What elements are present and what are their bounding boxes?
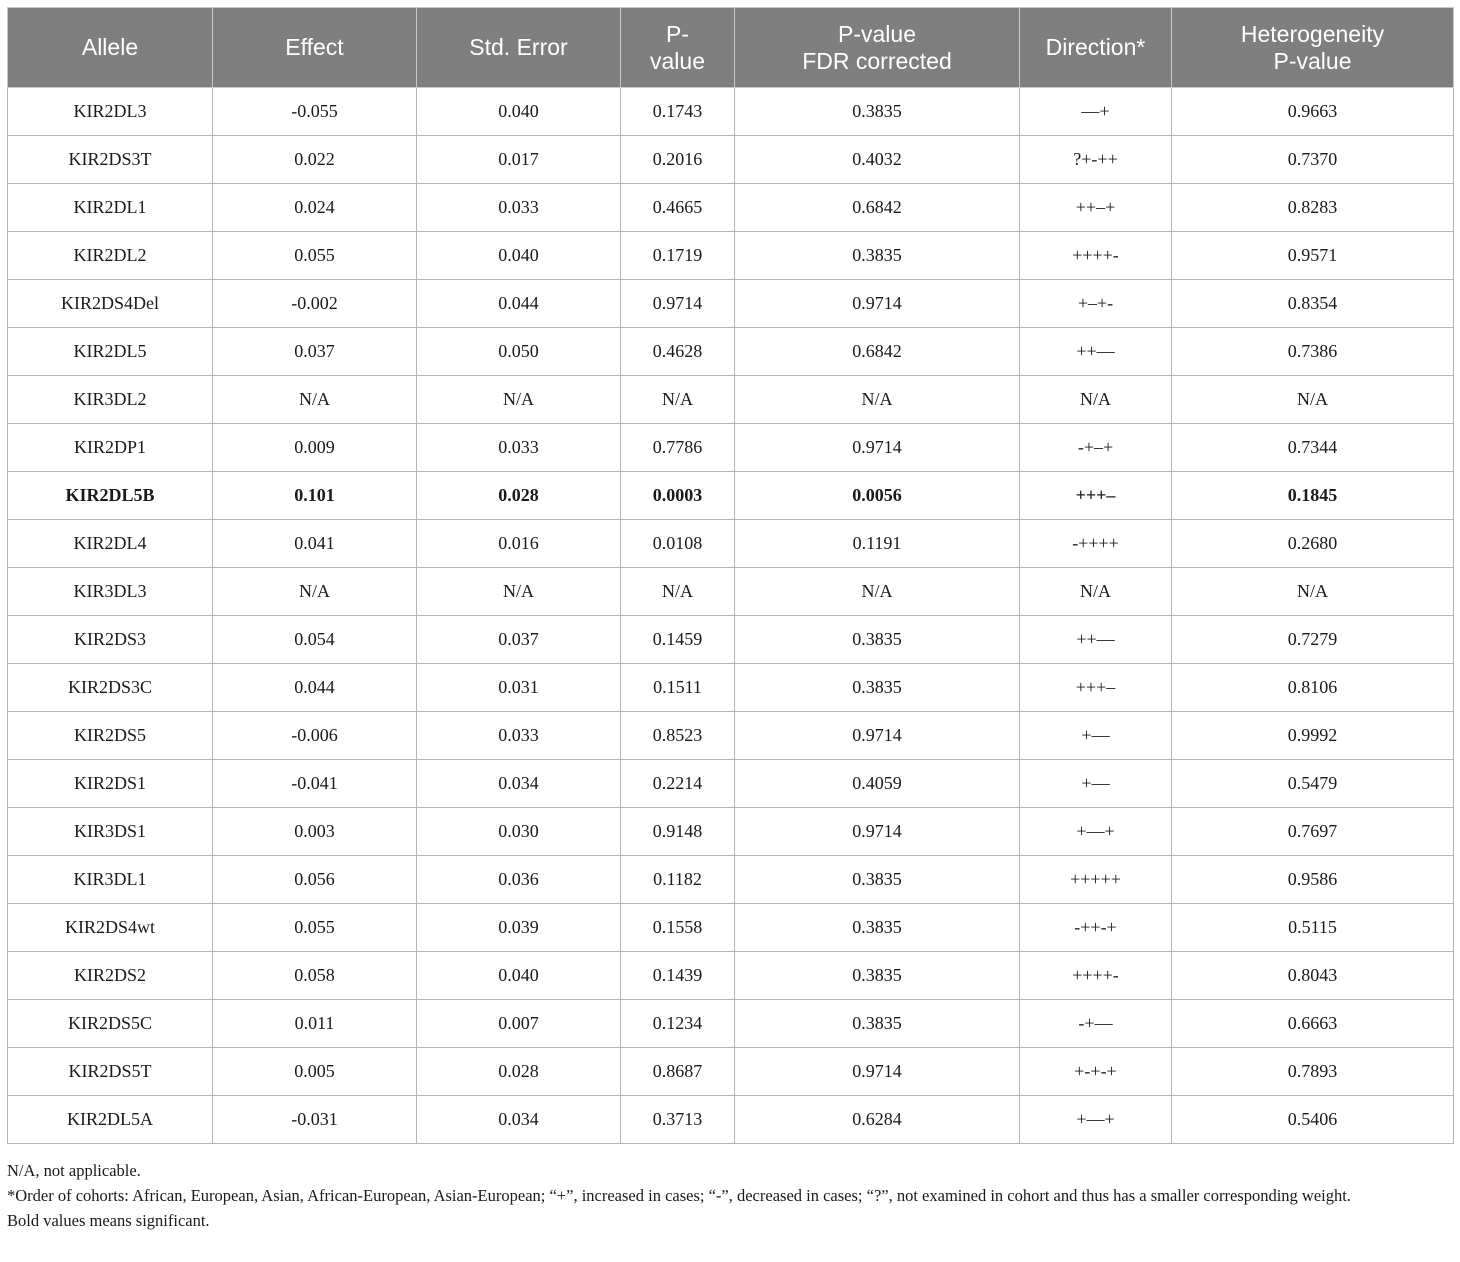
fdr-cell: 0.3835: [735, 1000, 1020, 1048]
heterogeneity-cell: 0.7697: [1172, 808, 1454, 856]
allele-cell: KIR3DL1: [8, 856, 213, 904]
std-error-cell: 0.040: [417, 88, 621, 136]
p-value-cell: 0.8523: [621, 712, 735, 760]
std-error-cell: 0.028: [417, 472, 621, 520]
direction-cell: +—: [1020, 760, 1172, 808]
std-error-cell: 0.033: [417, 712, 621, 760]
fdr-cell: 0.4059: [735, 760, 1020, 808]
allele-cell: KIR2DS5T: [8, 1048, 213, 1096]
allele-cell: KIR2DL5: [8, 328, 213, 376]
table-row: [8, 952, 1454, 1000]
fdr-cell: 0.0056: [735, 472, 1020, 520]
heterogeneity-cell: 0.8283: [1172, 184, 1454, 232]
effect-cell: 0.041: [213, 520, 417, 568]
p-value-cell: 0.9714: [621, 280, 735, 328]
header-allele: Allele: [8, 8, 213, 88]
heterogeneity-cell: 0.7344: [1172, 424, 1454, 472]
allele-cell: KIR2DL4: [8, 520, 213, 568]
fdr-cell: 0.6842: [735, 328, 1020, 376]
heterogeneity-cell: 0.5406: [1172, 1096, 1454, 1144]
heterogeneity-cell: 0.6663: [1172, 1000, 1454, 1048]
table-row: [8, 232, 1454, 280]
footnote-order: *Order of cohorts: African, European, Asian, African-European, Asian-European; “+”, increased in cases; “-”, decreased in cases; “?”, not examined in cohort and thus has a smaller corresponding weight.: [7, 1186, 1351, 1205]
fdr-cell: N/A: [735, 568, 1020, 616]
fdr-cell: 0.3835: [735, 616, 1020, 664]
std-error-cell: 0.034: [417, 760, 621, 808]
heterogeneity-cell: 0.7279: [1172, 616, 1454, 664]
heterogeneity-cell: N/A: [1172, 376, 1454, 424]
p-value-cell: 0.1459: [621, 616, 735, 664]
effect-cell: 0.011: [213, 1000, 417, 1048]
heterogeneity-cell: 0.2680: [1172, 520, 1454, 568]
effect-cell: 0.056: [213, 856, 417, 904]
allele-cell: KIR3DS1: [8, 808, 213, 856]
effect-cell: 0.044: [213, 664, 417, 712]
table-row: [8, 568, 1454, 616]
table-row: [8, 904, 1454, 952]
heterogeneity-cell: 0.8043: [1172, 952, 1454, 1000]
std-error-cell: 0.040: [417, 952, 621, 1000]
std-error-cell: N/A: [417, 568, 621, 616]
table-row: [8, 664, 1454, 712]
footnote-bold: Bold values means significant.: [7, 1211, 210, 1230]
std-error-cell: 0.044: [417, 280, 621, 328]
std-error-cell: 0.034: [417, 1096, 621, 1144]
std-error-cell: 0.017: [417, 136, 621, 184]
p-value-cell: 0.1743: [621, 88, 735, 136]
table-row: [8, 328, 1454, 376]
fdr-cell: 0.9714: [735, 1048, 1020, 1096]
heterogeneity-cell: 0.9586: [1172, 856, 1454, 904]
p-value-cell: 0.9148: [621, 808, 735, 856]
p-value-cell: 0.4628: [621, 328, 735, 376]
effect-cell: -0.002: [213, 280, 417, 328]
fdr-cell: 0.3835: [735, 856, 1020, 904]
p-value-cell: 0.3713: [621, 1096, 735, 1144]
table-row: [8, 136, 1454, 184]
direction-cell: ++—: [1020, 328, 1172, 376]
fdr-cell: 0.9714: [735, 424, 1020, 472]
std-error-cell: 0.050: [417, 328, 621, 376]
table-row: [8, 712, 1454, 760]
table-row: [8, 616, 1454, 664]
p-value-cell: 0.1439: [621, 952, 735, 1000]
p-value-cell: 0.0003: [621, 472, 735, 520]
header-heterogeneity: Heterogeneity P-value: [1172, 8, 1454, 88]
table-row: [8, 1048, 1454, 1096]
allele-cell: KIR2DL2: [8, 232, 213, 280]
allele-cell: KIR2DL5B: [8, 472, 213, 520]
table-body: [8, 88, 1454, 1144]
table-row: [8, 520, 1454, 568]
std-error-cell: 0.033: [417, 424, 621, 472]
fdr-cell: 0.3835: [735, 88, 1020, 136]
heterogeneity-cell: 0.7386: [1172, 328, 1454, 376]
header-effect: Effect: [213, 8, 417, 88]
allele-cell: KIR2DS5C: [8, 1000, 213, 1048]
allele-cell: KIR2DL1: [8, 184, 213, 232]
direction-cell: ++—: [1020, 616, 1172, 664]
table-row: [8, 808, 1454, 856]
std-error-cell: 0.028: [417, 1048, 621, 1096]
allele-cell: KIR2DS3T: [8, 136, 213, 184]
p-value-cell: 0.1511: [621, 664, 735, 712]
std-error-cell: 0.039: [417, 904, 621, 952]
effect-cell: 0.054: [213, 616, 417, 664]
p-value-cell: 0.8687: [621, 1048, 735, 1096]
direction-cell: N/A: [1020, 568, 1172, 616]
p-value-cell: 0.1182: [621, 856, 735, 904]
effect-cell: 0.005: [213, 1048, 417, 1096]
fdr-cell: 0.3835: [735, 232, 1020, 280]
allele-cell: KIR2DS5: [8, 712, 213, 760]
direction-cell: ++++-: [1020, 952, 1172, 1000]
direction-cell: +–+-: [1020, 280, 1172, 328]
allele-cell: KIR3DL3: [8, 568, 213, 616]
allele-cell: KIR2DS2: [8, 952, 213, 1000]
direction-cell: ++–+: [1020, 184, 1172, 232]
direction-cell: ?+-++: [1020, 136, 1172, 184]
effect-cell: 0.037: [213, 328, 417, 376]
std-error-cell: 0.007: [417, 1000, 621, 1048]
p-value-cell: 0.0108: [621, 520, 735, 568]
effect-cell: 0.055: [213, 232, 417, 280]
table-row: [8, 184, 1454, 232]
heterogeneity-cell: 0.9663: [1172, 88, 1454, 136]
direction-cell: +-+-+: [1020, 1048, 1172, 1096]
direction-cell: N/A: [1020, 376, 1172, 424]
allele-cell: KIR2DS3C: [8, 664, 213, 712]
allele-cell: KIR2DL3: [8, 88, 213, 136]
p-value-cell: 0.2016: [621, 136, 735, 184]
effect-cell: 0.101: [213, 472, 417, 520]
results-table: [7, 7, 1454, 1144]
effect-cell: N/A: [213, 376, 417, 424]
fdr-cell: 0.6284: [735, 1096, 1020, 1144]
header-p-value: P- value: [621, 8, 735, 88]
effect-cell: 0.022: [213, 136, 417, 184]
table-row: [8, 88, 1454, 136]
table-row: [8, 1096, 1454, 1144]
heterogeneity-cell: 0.8106: [1172, 664, 1454, 712]
direction-cell: —+: [1020, 88, 1172, 136]
effect-cell: -0.055: [213, 88, 417, 136]
fdr-cell: 0.9714: [735, 280, 1020, 328]
effect-cell: -0.041: [213, 760, 417, 808]
std-error-cell: 0.037: [417, 616, 621, 664]
fdr-cell: 0.9714: [735, 712, 1020, 760]
p-value-cell: 0.2214: [621, 760, 735, 808]
heterogeneity-cell: N/A: [1172, 568, 1454, 616]
heterogeneity-cell: 0.7893: [1172, 1048, 1454, 1096]
table-row: [8, 280, 1454, 328]
fdr-cell: 0.3835: [735, 952, 1020, 1000]
effect-cell: -0.006: [213, 712, 417, 760]
fdr-cell: 0.4032: [735, 136, 1020, 184]
allele-cell: KIR2DS1: [8, 760, 213, 808]
allele-cell: KIR2DS4Del: [8, 280, 213, 328]
table-row: [8, 472, 1454, 520]
heterogeneity-cell: 0.7370: [1172, 136, 1454, 184]
direction-cell: +++++: [1020, 856, 1172, 904]
effect-cell: 0.055: [213, 904, 417, 952]
direction-cell: ++++-: [1020, 232, 1172, 280]
table-row: [8, 856, 1454, 904]
allele-cell: KIR2DP1: [8, 424, 213, 472]
allele-cell: KIR2DS3: [8, 616, 213, 664]
allele-cell: KIR2DS4wt: [8, 904, 213, 952]
p-value-cell: N/A: [621, 568, 735, 616]
table-row: [8, 424, 1454, 472]
effect-cell: N/A: [213, 568, 417, 616]
allele-cell: KIR2DL5A: [8, 1096, 213, 1144]
heterogeneity-cell: 0.5479: [1172, 760, 1454, 808]
header-direction: Direction*: [1020, 8, 1172, 88]
header-std-error: Std. Error: [417, 8, 621, 88]
direction-cell: +++–: [1020, 472, 1172, 520]
effect-cell: 0.058: [213, 952, 417, 1000]
effect-cell: 0.003: [213, 808, 417, 856]
heterogeneity-cell: 0.9992: [1172, 712, 1454, 760]
heterogeneity-cell: 0.9571: [1172, 232, 1454, 280]
footnote-na: N/A, not applicable.: [7, 1161, 141, 1180]
std-error-cell: 0.036: [417, 856, 621, 904]
direction-cell: +—+: [1020, 808, 1172, 856]
direction-cell: +++–: [1020, 664, 1172, 712]
p-value-cell: 0.7786: [621, 424, 735, 472]
effect-cell: 0.024: [213, 184, 417, 232]
fdr-cell: N/A: [735, 376, 1020, 424]
fdr-cell: 0.6842: [735, 184, 1020, 232]
std-error-cell: 0.031: [417, 664, 621, 712]
header-p-value-fdr: P-value FDR corrected: [735, 8, 1020, 88]
fdr-cell: 0.3835: [735, 904, 1020, 952]
std-error-cell: 0.040: [417, 232, 621, 280]
direction-cell: -++-+: [1020, 904, 1172, 952]
table-container: [7, 7, 1453, 1144]
p-value-cell: 0.1558: [621, 904, 735, 952]
table-row: [8, 1000, 1454, 1048]
p-value-cell: 0.1719: [621, 232, 735, 280]
footnotes: [7, 1158, 1453, 1233]
p-value-cell: 0.1234: [621, 1000, 735, 1048]
std-error-cell: 0.016: [417, 520, 621, 568]
table-row: [8, 760, 1454, 808]
p-value-cell: 0.4665: [621, 184, 735, 232]
fdr-cell: 0.1191: [735, 520, 1020, 568]
heterogeneity-cell: 0.5115: [1172, 904, 1454, 952]
heterogeneity-cell: 0.1845: [1172, 472, 1454, 520]
direction-cell: -++++: [1020, 520, 1172, 568]
direction-cell: -+—: [1020, 1000, 1172, 1048]
allele-cell: KIR3DL2: [8, 376, 213, 424]
effect-cell: 0.009: [213, 424, 417, 472]
heterogeneity-cell: 0.8354: [1172, 280, 1454, 328]
table-row: [8, 376, 1454, 424]
direction-cell: +—: [1020, 712, 1172, 760]
fdr-cell: 0.9714: [735, 808, 1020, 856]
fdr-cell: 0.3835: [735, 664, 1020, 712]
std-error-cell: 0.030: [417, 808, 621, 856]
direction-cell: +—+: [1020, 1096, 1172, 1144]
std-error-cell: N/A: [417, 376, 621, 424]
std-error-cell: 0.033: [417, 184, 621, 232]
p-value-cell: N/A: [621, 376, 735, 424]
header-row: [8, 8, 1454, 88]
direction-cell: -+–+: [1020, 424, 1172, 472]
effect-cell: -0.031: [213, 1096, 417, 1144]
